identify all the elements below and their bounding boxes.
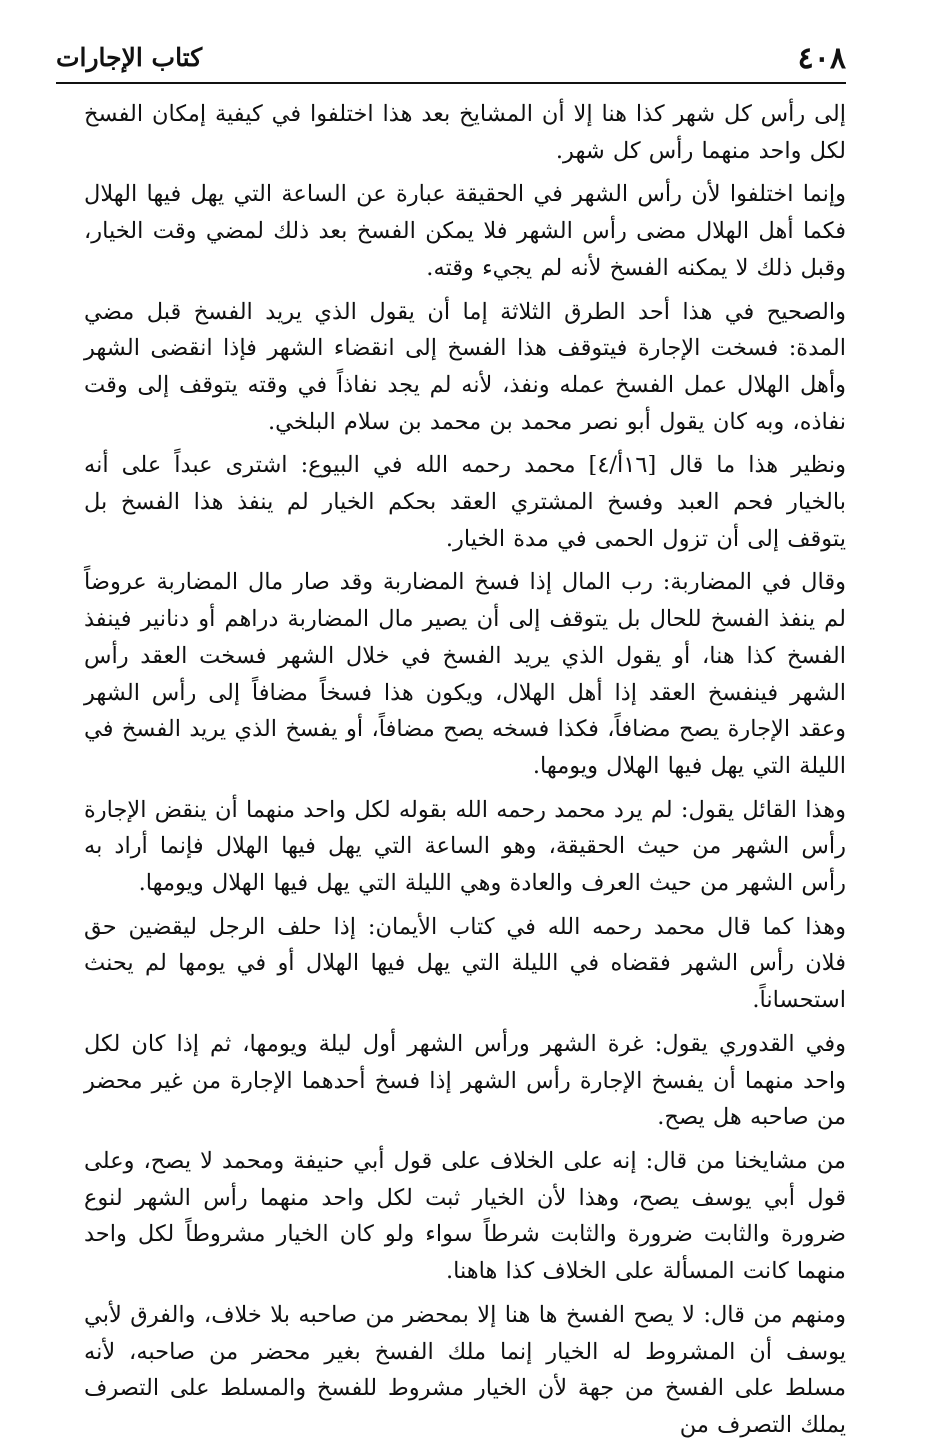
- running-header: [56, 38, 846, 78]
- paragraph: وإنما اختلفوا لأن رأس الشهر في الحقيقة عبارة عن الساعة التي يهل فيها الهلال فكما أهل الهلال مضى رأس الشهر فلا يمكن الفسخ بعد ذلك لمضي وقت الخيار، وقبل ذلك لا يمكنه الفسخ لأنه لم يجيء وقته.: [84, 181, 846, 281]
- paragraph: وقال في المضاربة: رب المال إذا فسخ المضاربة وقد صار مال المضاربة عروضاً لم ينفذ الفسخ للحال بل يتوقف إلى أن يصير مال المضاربة دراهم أو دنانير فينفذ الفسخ كذا هنا، أو يقول الذي يريد الفسخ في خلال الشهر فسخت العقد رأس الشهر فينفسخ العقد إذا أهل الهلال، ويكون هذا فسخاً مضافاً إلى رأس الشهر وعقد الإجارة يصح مضافاً، فكذا فسخه يصح مضافاً، أو يفسخ الذي يريد الفسخ في الليلة التي يهل فيها الهلال ويومها.: [84, 569, 846, 779]
- paragraph: ومنهم من قال: لا يصح الفسخ ها هنا إلا بمحضر من صاحبه بلا خلاف، والفرق لأبي يوسف أن المشروط له الخيار إنما ملك الفسخ بغير محضر من صاحبه، لأنه مسلط على الفسخ من جهة لأن الخيار مشروط للفسخ والمسلط على التصرف يملك التصرف من: [84, 1301, 846, 1438]
- book-title: كتاب الإجارات: [56, 43, 203, 72]
- paragraph: ونظير هذا ما قال [١٦أ/٤] محمد رحمه الله في البيوع: اشترى عبداً على أنه بالخيار فحم العبد وفسخ المشتري العقد بحكم الخيار لم ينفذ هذا الفسخ بل يتوقف إلى أن تزول الحمى في مدة الخيار.: [84, 452, 847, 552]
- paragraph: وفي القدوري يقول: غرة الشهر ورأس الشهر أول ليلة ويومها، ثم إذا كان لكل واحد منهما أن يفسخ الإجارة رأس الشهر إذا فسخ أحدهما الإجارة من غير محضر من صاحبه هل يصح.: [84, 1030, 846, 1131]
- header-rule: [56, 82, 846, 84]
- main-text: [84, 96, 846, 1451]
- paragraph: وهذا القائل يقول: لم يرد محمد رحمه الله بقوله لكل واحد منهما أن ينقض الإجارة رأس الشهر من حيث الحقيقة، وهو الساعة التي يهل فيها الهلال فإنما أراد به رأس الشهر من حيث العرف والعادة وهي الليلة التي يهل فيها الهلال ويومها.: [84, 796, 846, 897]
- page-number: ٤٠٨: [797, 41, 846, 76]
- paragraph: والصحيح في هذا أحد الطرق الثلاثة إما أن يقول الذي يريد الفسخ قبل مضي المدة: فسخت الإجارة فيتوقف هذا الفسخ إلى انقضاء الشهر فإذا انقضى الشهر وأهل الهلال عمل الفسخ عمله ونفذ، لأنه لم يجد نفاذاً في وقته يتوقف إلى وقت نفاذه، وبه كان يقول أبو نصر محمد بن محمد بن سلام البلخي.: [84, 298, 846, 435]
- paragraph: وهذا كما قال محمد رحمه الله في كتاب الأيمان: إذا حلف الرجل ليقضين حق فلان رأس الشهر فقضاه في الليلة التي يهل فيها الهلال أو في يومها لم يحنث استحساناً.: [84, 913, 846, 1014]
- paragraph: من مشايخنا من قال: إنه على الخلاف على قول أبي حنيفة ومحمد لا يصح، وعلى قول أبي يوسف يصح، وهذا لأن الخيار ثبت لكل واحد منهما رأس الشهر لنوع ضرورة والثابت ضرورة والثابت شرطاً سواء ولو كان الخيار مشروطاً لكل واحد منهما كانت المسألة على الخلاف كذا هاهنا.: [84, 1147, 846, 1285]
- paragraph: إلى رأس كل شهر كذا هنا إلا أن المشايخ بعد هذا اختلفوا في كيفية إمكان الفسخ لكل واحد منهما رأس كل شهر.: [84, 101, 846, 164]
